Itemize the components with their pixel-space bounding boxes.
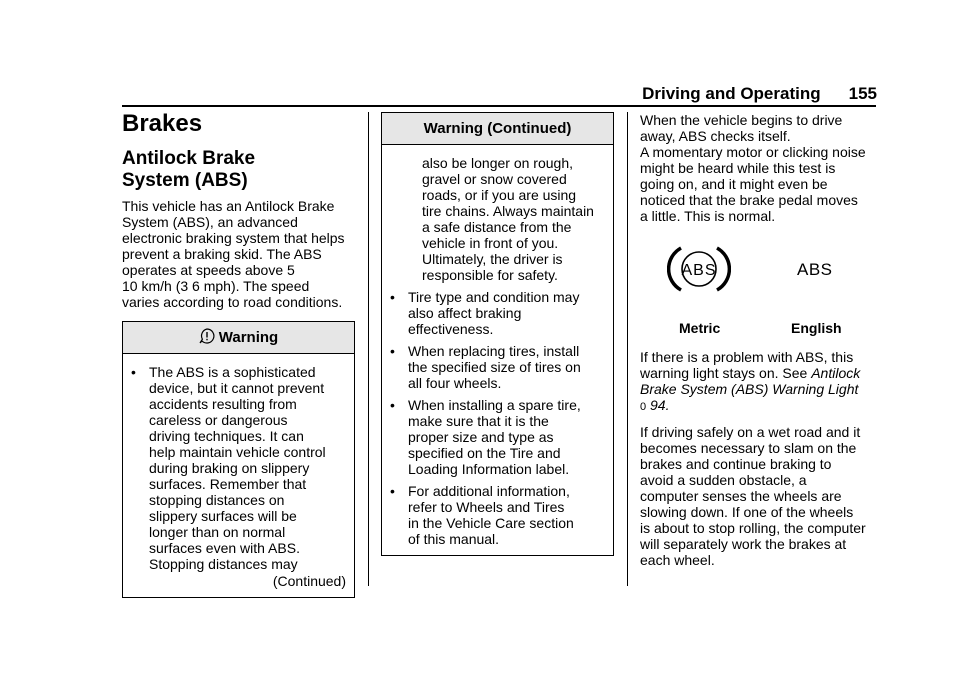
abs-english-icon: ABS <box>797 260 833 279</box>
warning-header: Warning (Continued) <box>382 113 613 145</box>
list-item: • For additional information, refer to Wheels and Tires in the Vehicle Care section of this manual. <box>390 483 574 547</box>
abs-metric-icon <box>667 244 731 294</box>
warning-icon <box>199 328 215 344</box>
warning-continued-text: also be longer on rough, gravel or snow covered roads, or if you are using tire chains. Always maintain a safe distance from the vehicle in front of you. Ultimately, the driver is responsible for safety. <box>422 155 594 283</box>
page-header <box>637 84 877 106</box>
column-3 <box>640 112 880 568</box>
warning-body <box>123 354 354 597</box>
section-heading: Brakes <box>122 110 203 137</box>
section-title: Driving and Operating <box>642 84 821 103</box>
column-2 <box>381 112 614 556</box>
page-reference[interactable]: 94. <box>650 397 670 413</box>
svg-text:ABS: ABS <box>681 262 717 279</box>
page-number: 155 <box>848 84 877 103</box>
braking-paragraph: If driving safely on a wet road and it becomes necessary to slam on the brakes and continue braking to avoid a sudden obstacle, a computer senses the wheels are slowing down. If one of the wheels is about to stop rolling, the computer will separately work the brakes at each wheel. <box>640 424 866 568</box>
subsection-heading: Antilock Brake System (ABS) <box>122 148 256 191</box>
list-item: • When installing a spare tire, make sure that it is the proper size and type as specified on the Tire and Loading Information label. <box>390 397 581 477</box>
list-item: • The ABS is a sophisticated device, but it cannot prevent accidents resulting from careless or dangerous driving techniques. It can help maintain vehicle control during braking on slippery surfaces. Remember that stopping distances on slippery surfaces will be longer than on normal surfaces even with ABS. Stopping distances may <box>131 364 326 572</box>
column-divider <box>368 112 369 586</box>
english-label: English <box>791 320 842 336</box>
cross-reference-link[interactable]: Antilock <box>811 365 861 381</box>
continued-label: (Continued) <box>272 573 346 589</box>
warning-box <box>122 321 355 598</box>
warning-header: Warning <box>123 322 354 354</box>
intro-paragraph: This vehicle has an Antilock Brake System (ABS), an advanced electronic braking system that helps prevent a braking skid. The ABS operates at speeds above 5 10 km/h (3 6 mph). The speed varies according to road conditions. <box>122 198 345 310</box>
metric-label: Metric <box>679 320 721 336</box>
page-reference-icon: 0 <box>640 401 647 413</box>
list-item: • When replacing tires, install the specified size of tires on all four wheels. <box>390 343 581 391</box>
header-rule <box>122 105 876 107</box>
problem-paragraph: If there is a problem with ABS, this warning light stays on. See Antilock Brake System (ABS) Warning Light 0 94. <box>640 349 861 413</box>
warning-box-continued <box>381 112 614 556</box>
icon-labels <box>640 320 880 340</box>
column-1 <box>122 112 355 598</box>
self-check-paragraph: When the vehicle begins to drive away, ABS checks itself. A momentary motor or clicking noise might be heard while this test is going on, and it might even be noticed that the brake pedal moves a little. This is normal. <box>640 112 866 224</box>
cross-reference-link[interactable]: Brake System (ABS) Warning Light <box>640 381 859 397</box>
abs-indicator-icons <box>640 224 880 320</box>
column-divider <box>627 112 628 586</box>
warning-body <box>382 145 613 555</box>
list-item: • Tire type and condition may also affect braking effectiveness. <box>390 289 580 337</box>
